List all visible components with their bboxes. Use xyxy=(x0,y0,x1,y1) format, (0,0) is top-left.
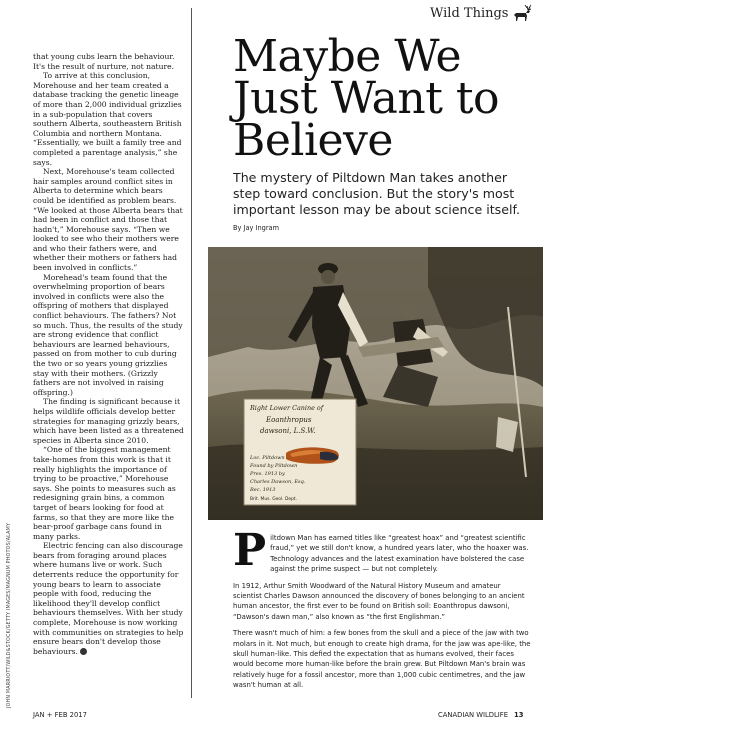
column-divider xyxy=(191,8,192,698)
article-paragraph: In 1912, Arthur Smith Woodward of the Natural History Museum and amateur scientist Charles Dawson announced the discovery of bones belonging to an ancient human ancestor, the first ever to be found on British soil: Eoanthropus dawsoni, “Dawson's dawn man,” also known as “the first Englishman.” xyxy=(233,581,525,621)
left-paragraph: that young cubs learn the behaviour. It's the result of nurture, not nature. xyxy=(33,52,175,71)
label-line: Rec. 1913 xyxy=(250,487,276,493)
label-line: Brit. Mus. Geol. Dept. xyxy=(250,497,297,502)
left-paragraph: Next, Morehouse's team collected hair samples around conflict sites in Alberta to determine which bears could be identified as problem bears. “We looked at those Alberta bears that had been in conflict and those that hadn't,” Morehouse says. “Then we looked to see who their mothers were and who their fathers were, and whether their mothers or fathers had been involved in conflicts.” xyxy=(33,167,183,273)
issue-date: JAN + FEB 2017 xyxy=(33,711,87,719)
label-line: Found by Piltdown xyxy=(250,463,298,469)
magazine-name: CANADIAN WILDLIFE xyxy=(438,711,509,719)
elk-icon xyxy=(510,4,532,24)
left-column-text xyxy=(33,52,185,656)
headline-line: Believe xyxy=(233,115,393,166)
page-number: 13 xyxy=(514,711,524,719)
label-line: Eoanthropus xyxy=(266,416,312,424)
section-header xyxy=(430,6,545,24)
deck: The mystery of Piltdown Man takes another step toward conclusion. But the story's most important lesson may be about science itself. xyxy=(233,170,520,217)
left-paragraph: To arrive at this conclusion, Morehouse and her team created a database tracking the genetic lineage of more than 2,000 individual grizzlies in a sub-population that covers southern Alberta, southeastern British Columbia and northern Montana. “Essentially, we built a family tree and completed a parentage analysis,” she says. xyxy=(33,71,182,167)
left-paragraph: Morehead's team found that the overwhelming proportion of bears involved in conflicts were also the offspring of mothers that displayed conflict behaviours. The fathers? Not so much. Thus, the results of the study are strong evidence that conflict behaviours are learned behaviours, passed on from mother to cub during the two or so years young grizzlies stay with their mothers. (Grizzly fathers are not involved in raising offspring.) xyxy=(33,272,183,397)
label-line: dawsoni, L.S.W. xyxy=(260,427,316,435)
headline-line: Maybe We xyxy=(233,31,462,82)
excavation-photo-illustration xyxy=(208,247,543,520)
headline xyxy=(233,31,543,166)
article-paragraph: iltdown Man has earned titles like “greatest hoax” and “greatest scientific fraud,” yet we still don't know, a hundred years later, who the hoaxer was. Technology advances and the latest examination have bolstered the case against the prime suspect — but not completely. xyxy=(270,534,529,574)
article-paragraph: There wasn't much of him: a few bones from the skull and a piece of the jaw with two molars in it. Not much, but enough to create high drama, for the jaw was ape-like, the skull human-like. This defied the expectation that as humans evolved, their faces would become more human-like before the brain grew. But Piltdown Man's brain was relatively huge for a fossil ancestor, more than 1,000 cubic centimetres, and the jaw wasn't human at all. xyxy=(233,629,531,690)
end-of-story-icon xyxy=(80,648,87,655)
photo-caption: Charles Dawson (left) during excavation work and (overlay) the lower right canine of Piltdown Man. xyxy=(606,713,733,742)
left-paragraph: “One of the biggest management take-homes from this work is that it really highlights the importance of trying to be proactive,” Morehouse says. She points to measures such as redesigning grain bins, a common target of bears looking for food at farms, so that they are more like the bear-proof garbage cans found in many parks. xyxy=(33,445,176,541)
canine-tooth xyxy=(286,447,339,463)
article-body xyxy=(233,525,531,697)
left-paragraph: The finding is significant because it helps wildlife officials develop better strategies for managing grizzly bears, which have been listed as a threatened species in Alberta since 2010. xyxy=(33,397,184,445)
folio xyxy=(438,711,523,719)
section-title: Wild Things xyxy=(430,6,509,21)
photo-credit-text: JOHN MARRIOTT/WILD&STOCK/GETTY IMAGES/MAGNUM PHOTOS/ALAMY xyxy=(7,522,12,708)
label-line: Charles Dawson, Esq. xyxy=(250,479,306,485)
byline: By Jay Ingram xyxy=(233,224,279,232)
photo-credit xyxy=(7,522,17,708)
label-line: Right Lower Canine of xyxy=(250,404,324,412)
label-line: Loc. Piltdown xyxy=(250,455,285,461)
left-paragraph: Electric fencing can also discourage bears from foraging around places where humans live or work. Such deterrents reduce the opportunity for young bears to learn to associate people with food, reducing the likelihood they'll develop conflict behaviours themselves. With her study complete, Morehouse is now working with communities on strategies to help ensure bears don't develop those behaviours. xyxy=(33,541,184,656)
label-line: Pres. 1913 by xyxy=(250,471,285,477)
headline-line: Just Want to xyxy=(233,73,500,124)
drop-cap: P xyxy=(233,525,267,576)
